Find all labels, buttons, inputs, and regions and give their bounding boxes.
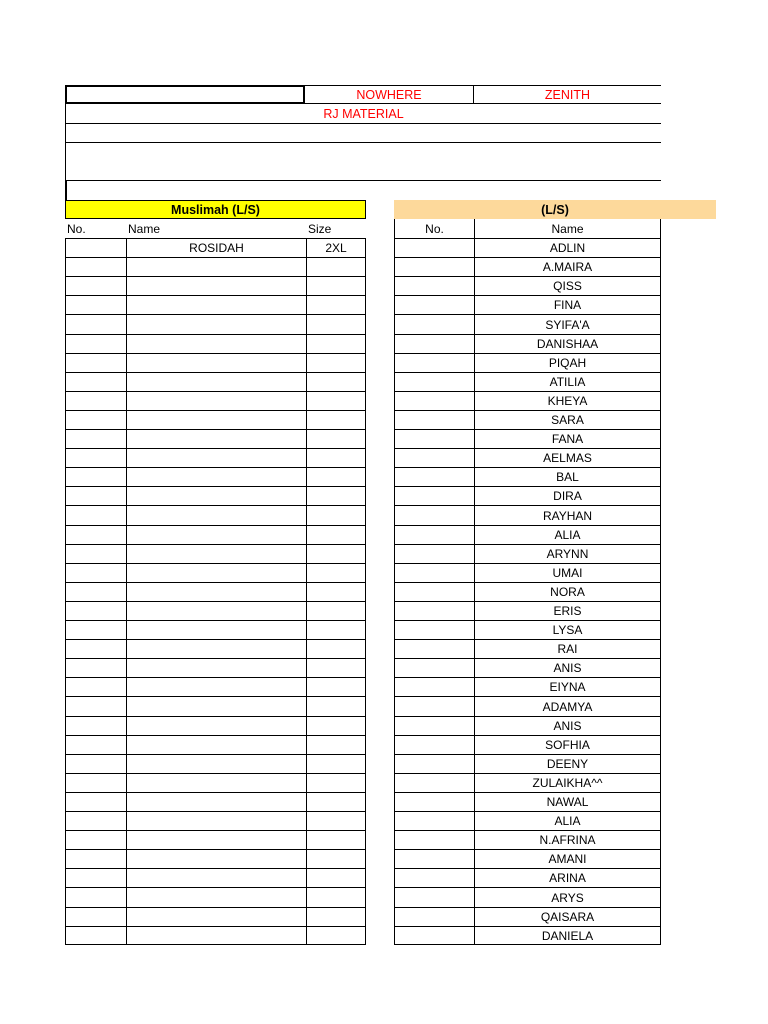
left-row-no-cell[interactable] bbox=[65, 907, 126, 926]
left-row-size-cell[interactable] bbox=[306, 658, 366, 677]
left-row-name-cell[interactable] bbox=[126, 773, 306, 792]
right-row-no-cell[interactable] bbox=[394, 696, 474, 716]
left-row-no-cell[interactable] bbox=[65, 658, 126, 677]
left-row-no-cell[interactable] bbox=[65, 601, 126, 620]
right-row-name-cell[interactable]: ARYS bbox=[474, 887, 661, 907]
left-row-name-cell[interactable] bbox=[126, 295, 306, 314]
left-row-size-cell[interactable] bbox=[306, 334, 366, 353]
right-row-no-cell[interactable] bbox=[394, 907, 474, 926]
right-row-name-cell[interactable]: DANIELA bbox=[474, 926, 661, 945]
left-row-no-cell[interactable] bbox=[65, 773, 126, 792]
left-row-no-cell[interactable] bbox=[65, 486, 126, 505]
right-row-no-cell[interactable] bbox=[394, 792, 474, 811]
right-row-no-cell[interactable] bbox=[394, 926, 474, 945]
left-row-size-cell[interactable] bbox=[306, 448, 366, 467]
left-row-no-cell[interactable] bbox=[65, 716, 126, 735]
right-row-name-cell[interactable]: ARINA bbox=[474, 868, 661, 887]
right-row-name-cell[interactable]: PIQAH bbox=[474, 353, 661, 372]
right-row-no-cell[interactable] bbox=[394, 257, 474, 276]
left-row-no-cell[interactable] bbox=[65, 754, 126, 773]
left-row-name-cell[interactable] bbox=[126, 410, 306, 429]
right-row-no-cell[interactable] bbox=[394, 353, 474, 372]
left-row-name-cell[interactable] bbox=[126, 868, 306, 887]
left-row-name-cell[interactable] bbox=[126, 811, 306, 830]
left-row-size-cell[interactable] bbox=[306, 677, 366, 696]
right-row-name-cell[interactable]: NORA bbox=[474, 582, 661, 601]
right-row-name-cell[interactable]: RAI bbox=[474, 639, 661, 658]
left-row-no-cell[interactable] bbox=[65, 696, 126, 716]
left-row-size-cell[interactable] bbox=[306, 410, 366, 429]
left-row-size-cell[interactable] bbox=[306, 486, 366, 505]
right-row-no-cell[interactable] bbox=[394, 544, 474, 563]
right-row-no-cell[interactable] bbox=[394, 887, 474, 907]
left-row-name-cell[interactable] bbox=[126, 601, 306, 620]
left-row-name-cell[interactable] bbox=[126, 887, 306, 907]
left-row-size-cell[interactable] bbox=[306, 735, 366, 754]
left-row-size-cell[interactable] bbox=[306, 505, 366, 525]
right-row-name-cell[interactable]: ANIS bbox=[474, 716, 661, 735]
left-row-size-cell[interactable] bbox=[306, 849, 366, 868]
right-row-no-cell[interactable] bbox=[394, 868, 474, 887]
left-col-name-header: Name bbox=[128, 221, 161, 236]
right-row-no-cell[interactable] bbox=[394, 505, 474, 525]
right-row-name-cell[interactable]: SYIFA'A bbox=[474, 314, 661, 334]
right-row-name-cell[interactable]: DEENY bbox=[474, 754, 661, 773]
right-row-no-cell[interactable] bbox=[394, 716, 474, 735]
left-row-no-cell[interactable] bbox=[65, 887, 126, 907]
right-row-name-cell[interactable]: ERIS bbox=[474, 601, 661, 620]
left-row-no-cell[interactable] bbox=[65, 525, 126, 544]
left-row-size-cell[interactable]: 2XL bbox=[306, 238, 366, 257]
left-row-name-cell[interactable] bbox=[126, 257, 306, 276]
right-row-name-cell[interactable]: SOFHIA bbox=[474, 735, 661, 754]
left-row-name-cell[interactable] bbox=[126, 486, 306, 505]
header-nowhere: NOWHERE bbox=[305, 85, 474, 104]
left-row-size-cell[interactable] bbox=[306, 868, 366, 887]
left-row-size-cell[interactable] bbox=[306, 811, 366, 830]
left-row-size-cell[interactable] bbox=[306, 639, 366, 658]
right-row-name-cell[interactable]: QAISARA bbox=[474, 907, 661, 926]
right-row-name-cell[interactable]: AMANI bbox=[474, 849, 661, 868]
left-row-size-cell[interactable] bbox=[306, 907, 366, 926]
left-row-size-cell[interactable] bbox=[306, 525, 366, 544]
left-row-size-cell[interactable] bbox=[306, 353, 366, 372]
left-row-name-cell[interactable]: ROSIDAH bbox=[126, 238, 306, 257]
right-row-name-cell[interactable]: ANIS bbox=[474, 658, 661, 677]
left-row-name-cell[interactable] bbox=[126, 907, 306, 926]
header-zenith: ZENITH bbox=[474, 85, 661, 104]
left-row-size-cell[interactable] bbox=[306, 391, 366, 410]
right-table-title: (L/S) bbox=[394, 200, 716, 219]
left-row-size-cell[interactable] bbox=[306, 295, 366, 314]
left-row-name-cell[interactable] bbox=[126, 639, 306, 658]
right-row-name-cell[interactable]: DANISHAA bbox=[474, 334, 661, 353]
right-row-name-cell[interactable]: EIYNA bbox=[474, 677, 661, 696]
left-row-name-cell[interactable] bbox=[126, 544, 306, 563]
left-row-name-cell[interactable] bbox=[126, 391, 306, 410]
left-row-name-cell[interactable] bbox=[126, 505, 306, 525]
left-row-name-cell[interactable] bbox=[126, 314, 306, 334]
left-row-no-cell[interactable] bbox=[65, 639, 126, 658]
left-row-name-cell[interactable] bbox=[126, 467, 306, 486]
left-row-size-cell[interactable] bbox=[306, 792, 366, 811]
right-row-name-cell[interactable]: DIRA bbox=[474, 486, 661, 505]
left-row-no-cell[interactable] bbox=[65, 410, 126, 429]
left-row-name-cell[interactable] bbox=[126, 620, 306, 639]
left-row-size-cell[interactable] bbox=[306, 429, 366, 448]
left-row-size-cell[interactable] bbox=[306, 544, 366, 563]
header-blank-row-1 bbox=[65, 124, 661, 143]
right-row-name-cell[interactable]: ADLIN bbox=[474, 238, 661, 257]
right-row-no-cell[interactable] bbox=[394, 830, 474, 849]
left-row-name-cell[interactable] bbox=[126, 849, 306, 868]
left-row-no-cell[interactable] bbox=[65, 505, 126, 525]
right-row-no-cell[interactable] bbox=[394, 372, 474, 391]
right-row-name-cell[interactable]: SARA bbox=[474, 410, 661, 429]
left-row-no-cell[interactable] bbox=[65, 334, 126, 353]
left-row-name-cell[interactable] bbox=[126, 754, 306, 773]
left-row-size-cell[interactable] bbox=[306, 620, 366, 639]
header-blank-row-2 bbox=[65, 143, 661, 181]
right-row-no-cell[interactable] bbox=[394, 410, 474, 429]
right-row-name-cell[interactable]: ZULAIKHA^^ bbox=[474, 773, 661, 792]
right-row-no-cell[interactable] bbox=[394, 582, 474, 601]
right-row-no-cell[interactable] bbox=[394, 773, 474, 792]
left-row-name-cell[interactable] bbox=[126, 525, 306, 544]
header-empty-cell[interactable] bbox=[65, 85, 305, 104]
left-row-no-cell[interactable] bbox=[65, 467, 126, 486]
right-row-no-cell[interactable] bbox=[394, 563, 474, 582]
right-row-no-cell[interactable] bbox=[394, 754, 474, 773]
right-row-name-cell[interactable]: KHEYA bbox=[474, 391, 661, 410]
right-row-no-cell[interactable] bbox=[394, 620, 474, 639]
left-row-name-cell[interactable] bbox=[126, 735, 306, 754]
left-row-no-cell[interactable] bbox=[65, 544, 126, 563]
right-row-no-cell[interactable] bbox=[394, 735, 474, 754]
left-row-no-cell[interactable] bbox=[65, 792, 126, 811]
left-row-name-cell[interactable] bbox=[126, 372, 306, 391]
right-row-name-cell[interactable]: ALIA bbox=[474, 811, 661, 830]
right-row-no-cell[interactable] bbox=[394, 295, 474, 314]
left-row-no-cell[interactable] bbox=[65, 620, 126, 639]
right-row-name-cell[interactable]: BAL bbox=[474, 467, 661, 486]
right-row-name-cell[interactable]: ATILIA bbox=[474, 372, 661, 391]
right-row-name-cell[interactable]: ADAMYA bbox=[474, 696, 661, 716]
right-row-no-cell[interactable] bbox=[394, 486, 474, 505]
left-row-size-cell[interactable] bbox=[306, 773, 366, 792]
left-row-size-cell[interactable] bbox=[306, 830, 366, 849]
left-row-name-cell[interactable] bbox=[126, 334, 306, 353]
left-row-name-cell[interactable] bbox=[126, 677, 306, 696]
right-row-no-cell[interactable] bbox=[394, 811, 474, 830]
left-row-size-cell[interactable] bbox=[306, 926, 366, 945]
right-row-name-cell[interactable]: A.MAIRA bbox=[474, 257, 661, 276]
right-row-no-cell[interactable] bbox=[394, 467, 474, 486]
left-row-no-cell[interactable] bbox=[65, 926, 126, 945]
left-row-size-cell[interactable] bbox=[306, 582, 366, 601]
right-row-no-cell[interactable] bbox=[394, 314, 474, 334]
left-row-name-cell[interactable] bbox=[126, 696, 306, 716]
left-row-name-cell[interactable] bbox=[126, 716, 306, 735]
left-row-no-cell[interactable] bbox=[65, 429, 126, 448]
left-row-no-cell[interactable] bbox=[65, 314, 126, 334]
header-blank-row-3 bbox=[65, 181, 661, 200]
left-row-no-cell[interactable] bbox=[65, 276, 126, 295]
left-row-size-cell[interactable] bbox=[306, 563, 366, 582]
left-row-size-cell[interactable] bbox=[306, 716, 366, 735]
right-row-no-cell[interactable] bbox=[394, 391, 474, 410]
left-table-title: Muslimah (L/S) bbox=[65, 200, 366, 219]
left-col-no-header: No. bbox=[67, 221, 86, 236]
left-row-size-cell[interactable] bbox=[306, 887, 366, 907]
right-row-no-cell[interactable] bbox=[394, 639, 474, 658]
left-row-size-cell[interactable] bbox=[306, 257, 366, 276]
left-col-size-header: Size bbox=[308, 221, 332, 236]
right-row-no-cell[interactable] bbox=[394, 238, 474, 257]
left-row-name-cell[interactable] bbox=[126, 926, 306, 945]
left-row-name-cell[interactable] bbox=[126, 830, 306, 849]
left-row-no-cell[interactable] bbox=[65, 830, 126, 849]
left-row-name-cell[interactable] bbox=[126, 276, 306, 295]
right-row-no-cell[interactable] bbox=[394, 849, 474, 868]
left-row-size-cell[interactable] bbox=[306, 601, 366, 620]
left-row-no-cell[interactable] bbox=[65, 372, 126, 391]
left-row-size-cell[interactable] bbox=[306, 696, 366, 716]
left-row-size-cell[interactable] bbox=[306, 372, 366, 391]
left-row-no-cell[interactable] bbox=[65, 582, 126, 601]
left-row-name-cell[interactable] bbox=[126, 448, 306, 467]
left-row-no-cell[interactable] bbox=[65, 849, 126, 868]
left-row-no-cell[interactable] bbox=[65, 295, 126, 314]
right-row-name-cell[interactable]: AELMAS bbox=[474, 448, 661, 467]
left-row-no-cell[interactable] bbox=[65, 811, 126, 830]
right-row-no-cell[interactable] bbox=[394, 677, 474, 696]
header-material: RJ MATERIAL bbox=[65, 104, 661, 124]
right-col-name-header: Name bbox=[474, 219, 661, 238]
right-row-name-cell[interactable]: ARYNN bbox=[474, 544, 661, 563]
right-row-name-cell[interactable]: NAWAL bbox=[474, 792, 661, 811]
left-row-no-cell[interactable] bbox=[65, 868, 126, 887]
left-row-name-cell[interactable] bbox=[126, 792, 306, 811]
left-row-name-cell[interactable] bbox=[126, 658, 306, 677]
left-row-no-cell[interactable] bbox=[65, 391, 126, 410]
left-row-no-cell[interactable] bbox=[65, 563, 126, 582]
left-row-name-cell[interactable] bbox=[126, 582, 306, 601]
left-row-no-cell[interactable] bbox=[65, 448, 126, 467]
left-row-no-cell[interactable] bbox=[65, 238, 126, 257]
left-row-size-cell[interactable] bbox=[306, 754, 366, 773]
left-row-size-cell[interactable] bbox=[306, 467, 366, 486]
right-row-name-cell[interactable]: FANA bbox=[474, 429, 661, 448]
right-row-name-cell[interactable]: LYSA bbox=[474, 620, 661, 639]
right-row-name-cell[interactable]: RAYHAN bbox=[474, 505, 661, 525]
left-row-size-cell[interactable] bbox=[306, 314, 366, 334]
right-row-no-cell[interactable] bbox=[394, 658, 474, 677]
right-col-no-header: No. bbox=[394, 219, 474, 238]
left-row-no-cell[interactable] bbox=[65, 735, 126, 754]
left-row-name-cell[interactable] bbox=[126, 563, 306, 582]
left-row-no-cell[interactable] bbox=[65, 353, 126, 372]
left-row-name-cell[interactable] bbox=[126, 429, 306, 448]
right-row-no-cell[interactable] bbox=[394, 334, 474, 353]
left-row-name-cell[interactable] bbox=[126, 353, 306, 372]
left-row-no-cell[interactable] bbox=[65, 677, 126, 696]
right-row-name-cell[interactable]: QISS bbox=[474, 276, 661, 295]
right-row-no-cell[interactable] bbox=[394, 448, 474, 467]
right-row-no-cell[interactable] bbox=[394, 525, 474, 544]
left-row-size-cell[interactable] bbox=[306, 276, 366, 295]
right-row-name-cell[interactable]: FINA bbox=[474, 295, 661, 314]
right-row-name-cell[interactable]: UMAI bbox=[474, 563, 661, 582]
right-row-name-cell[interactable]: ALIA bbox=[474, 525, 661, 544]
left-row-no-cell[interactable] bbox=[65, 257, 126, 276]
right-row-name-cell[interactable]: N.AFRINA bbox=[474, 830, 661, 849]
right-row-no-cell[interactable] bbox=[394, 276, 474, 295]
right-row-no-cell[interactable] bbox=[394, 429, 474, 448]
right-row-no-cell[interactable] bbox=[394, 601, 474, 620]
